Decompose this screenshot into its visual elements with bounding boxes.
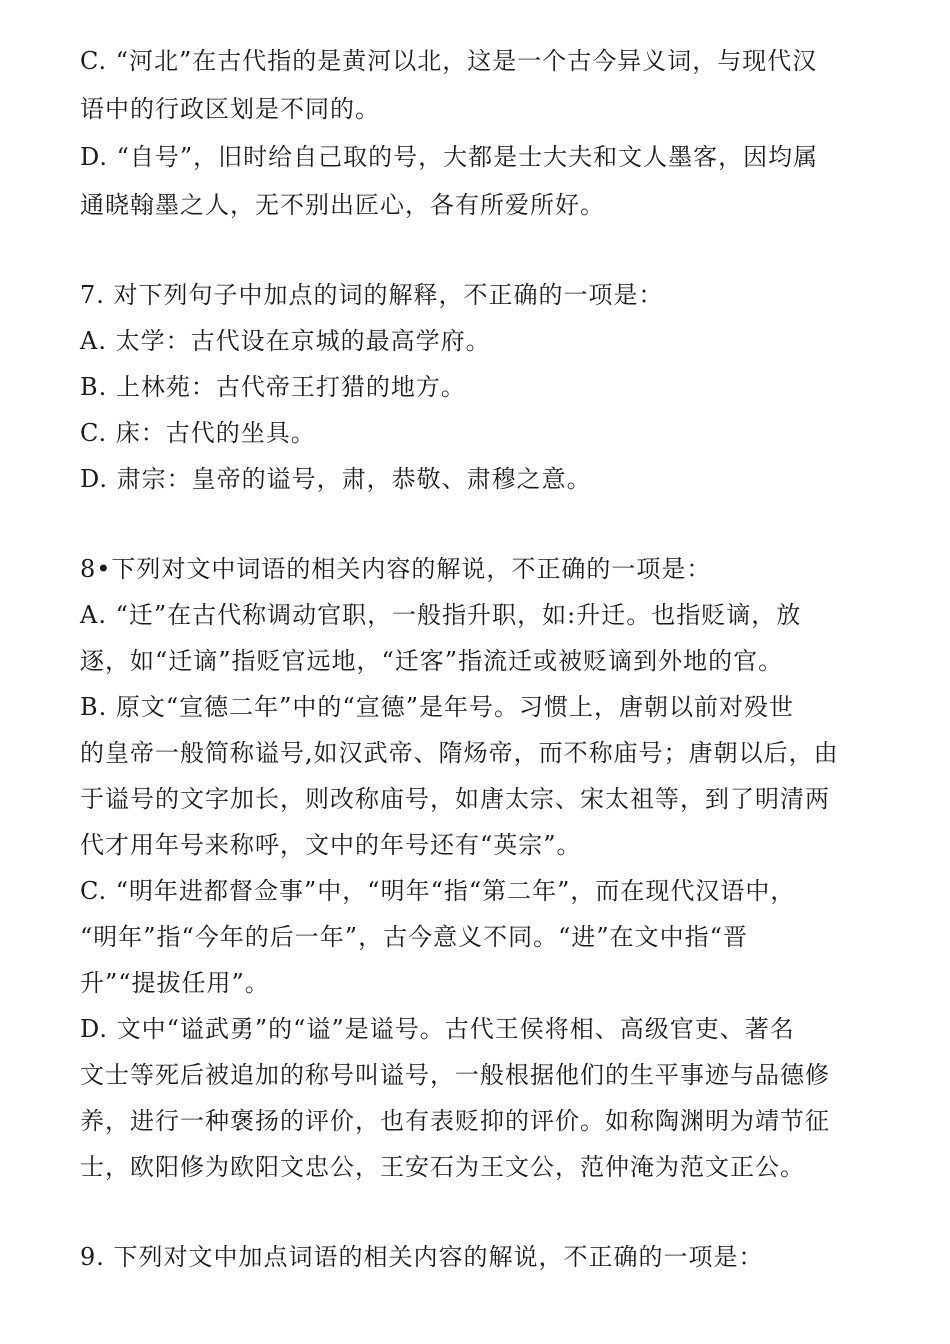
text-line: 于谥号的文字加长，则改称庙号，如唐太宗、宋太祖等，到了明清两 [80,785,830,813]
text-line: 的皇帝一般简称谥号,如汉武帝、隋炀帝，而不称庙号；唐朝以后，由 [80,739,839,767]
text-line: 逐，如“迁谪”指贬官远地，“迁客”指流迁或被贬谪到外地的官。 [80,647,784,675]
text-line: D. “自号”，旧时给自己取的号，大都是士大夫和文人墨客，因均属 [80,143,819,171]
question-7-option-a: A. 太学：古代设在京城的最高学府。 [80,327,491,355]
question-7-stem: 7. 对下列句子中加点的词的解释，不正确的一项是： [80,281,664,309]
text-line: 升”“提拔任用”。 [80,969,270,997]
question-7-option-d: D. 肃宗：皇帝的谥号，肃，恭敬、肃穆之意。 [80,465,592,493]
text-line: “明年”指“今年的后一年”，古今意义不同。“进”在文中指“晋 [80,923,748,951]
text-line: C. “河北”在古代指的是黄河以北，这是一个古今异义词，与现代汉 [80,47,818,75]
question-9-stem: 9. 下列对文中加点词语的相关内容的解说，不正确的一项是： [80,1243,764,1271]
text-line: 士，欧阳修为欧阳文忠公，王安石为王文公，范仲淹为范文正公。 [80,1153,805,1181]
question-8-option-a: A. “迁”在古代称调动官职，一般指升职，如:升迁。也指贬谪，放 [80,601,802,629]
text-line: 通晓翰墨之人，无不别出匠心，各有所爱所好。 [80,191,605,219]
text-line: 养，进行一种褒扬的评价，也有表贬抑的评价。如称陶渊明为靖节征 [80,1107,830,1135]
question-8-option-d: D. 文中“谥武勇”的“谥”是谥号。古代王侯将相、高级官吏、著名 [80,1015,795,1043]
question-8-option-c: C. “明年进都督佥事”中，“明年“指“第二年”，而在现代汉语中， [80,877,796,905]
question-7-option-c: C. 床：古代的坐具。 [80,419,316,447]
question-7-option-b: B. 上林苑：古代帝王打猎的地方。 [80,373,466,401]
question-8-stem: 8•下列对文中词语的相关内容的解说，不正确的一项是： [80,555,712,583]
text-line: 代才用年号来称呼，文中的年号还有“英宗”。 [80,831,582,859]
question-8-option-b: B. 原文“宣德二年”中的“宣德”是年号。习惯上，唐朝以前对殁世 [80,693,794,721]
text-line: 语中的行政区划是不同的。 [80,95,380,123]
text-line: 文士等死后被追加的称号叫谥号，一般根据他们的生平事迹与品德修 [80,1061,830,1089]
